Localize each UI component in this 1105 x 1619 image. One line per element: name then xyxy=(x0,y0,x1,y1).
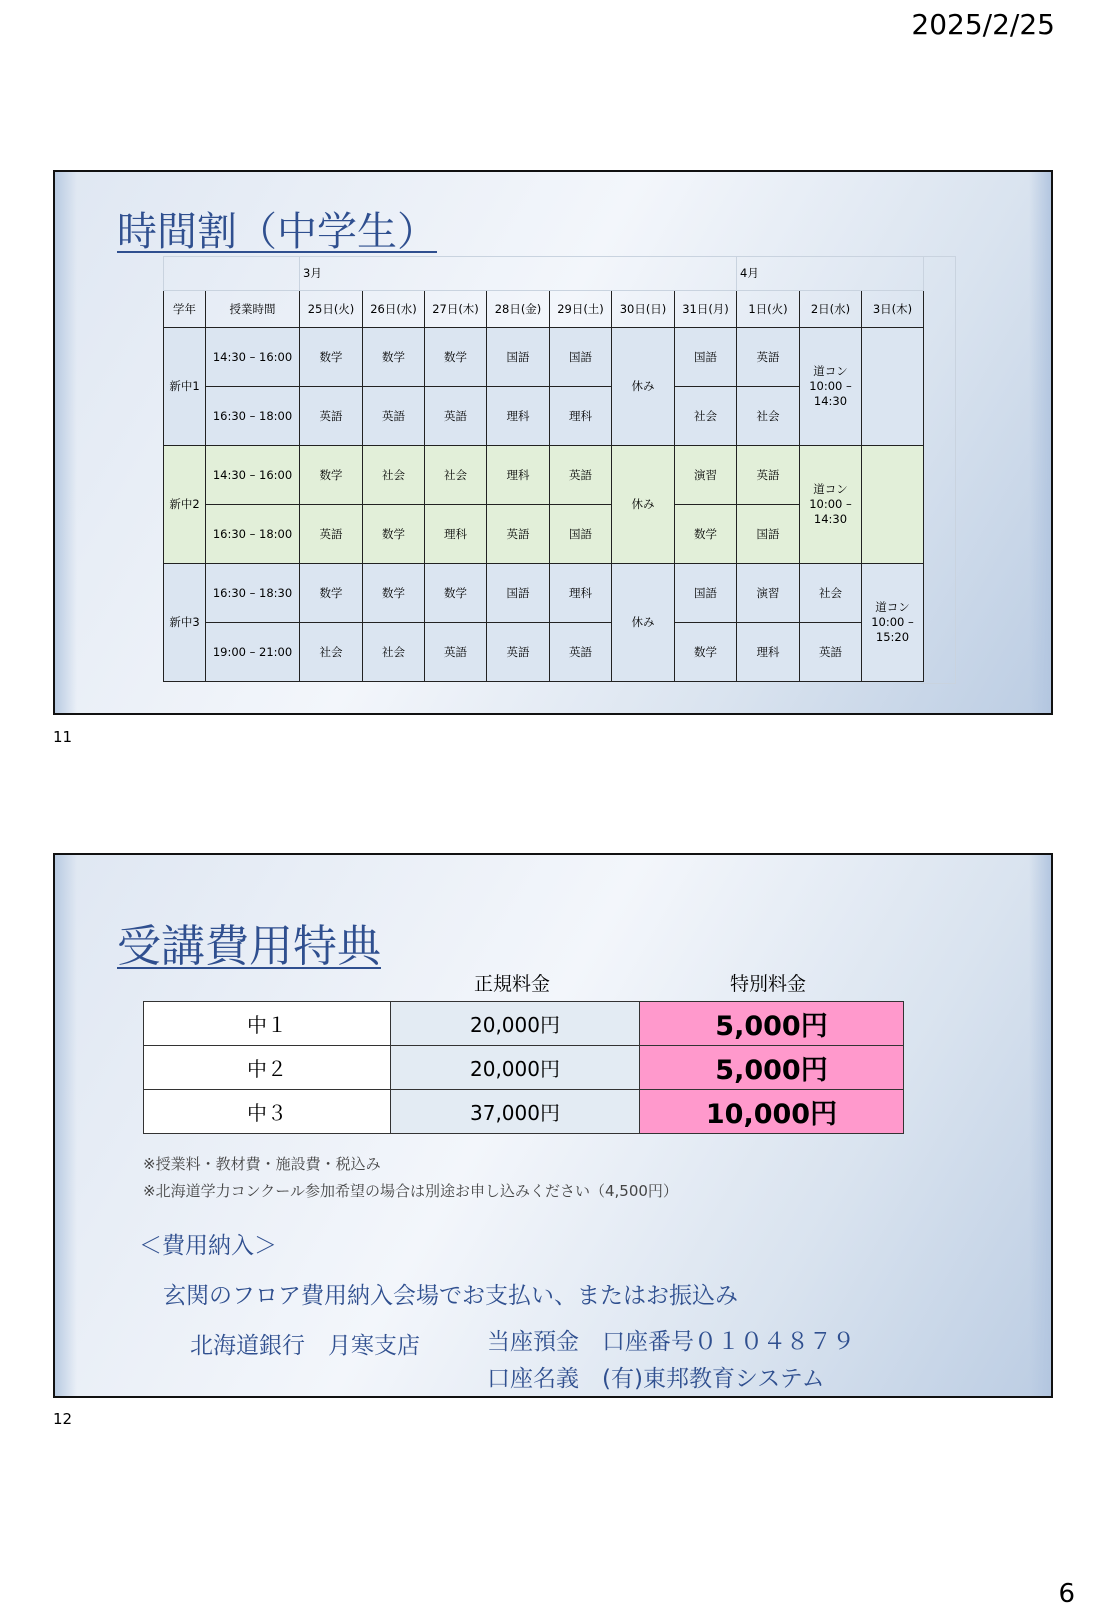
month-march: 3月 xyxy=(300,257,737,291)
page-number: 6 xyxy=(1058,1579,1075,1609)
slide-number: 12 xyxy=(53,1410,73,1428)
time-cell: 14:30 – 16:00 xyxy=(206,446,300,505)
grade-cell: 新中2 xyxy=(164,446,206,564)
special-fee: 10,000円 xyxy=(640,1090,904,1134)
subject-cell: 数学 xyxy=(363,505,425,564)
subject-cell: 数学 xyxy=(300,446,363,505)
empty-cell xyxy=(862,446,924,564)
holiday-cell: 休み xyxy=(612,564,675,682)
table-row xyxy=(144,1046,904,1090)
subject-cell: 数学 xyxy=(300,328,363,387)
subject-cell: 数学 xyxy=(300,564,363,623)
payment-heading: ＜費用納入＞ xyxy=(139,1233,277,1259)
grade-cell: 新中3 xyxy=(164,564,206,682)
subject-cell: 理科 xyxy=(487,387,550,446)
holiday-cell: 休み xyxy=(612,328,675,446)
special-fee: 5,000円 xyxy=(640,1002,904,1046)
subject-cell: 英語 xyxy=(300,505,363,564)
subject-cell: 理科 xyxy=(550,387,612,446)
ghost-grid xyxy=(921,256,956,684)
slide-title: 時間割（中学生） xyxy=(117,209,437,255)
account-number: 当座預金 口座番号０１０４８７９ xyxy=(487,1329,855,1355)
time-cell: 16:30 – 18:00 xyxy=(206,505,300,564)
grade-cell: 中２ xyxy=(144,1046,391,1090)
subject-cell: 社会 xyxy=(363,446,425,505)
header-cell: 2日(水) xyxy=(800,291,862,328)
subject-cell: 国語 xyxy=(737,505,800,564)
subject-cell: 数学 xyxy=(675,623,737,682)
fee-table xyxy=(143,1001,904,1134)
subject-cell: 理科 xyxy=(487,446,550,505)
holiday-cell: 休み xyxy=(612,446,675,564)
subject-cell: 数学 xyxy=(425,328,487,387)
table-row xyxy=(144,1002,904,1046)
subject-cell: 数学 xyxy=(425,564,487,623)
header-cell: 26日(水) xyxy=(363,291,425,328)
subject-cell: 国語 xyxy=(487,564,550,623)
subject-cell: 社会 xyxy=(425,446,487,505)
table-row xyxy=(144,1090,904,1134)
header-date: 2025/2/25 xyxy=(911,8,1055,41)
header-cell: 1日(火) xyxy=(737,291,800,328)
subject-cell: 社会 xyxy=(363,623,425,682)
header-cell: 30日(日) xyxy=(612,291,675,328)
subject-cell: 理科 xyxy=(550,564,612,623)
grade-cell: 中３ xyxy=(144,1090,391,1134)
subject-cell: 英語 xyxy=(737,328,800,387)
bank-name: 北海道銀行 月寒支店 xyxy=(190,1333,420,1359)
subject-cell: 数学 xyxy=(363,328,425,387)
col-header-special: 特別料金 xyxy=(730,973,807,995)
special-cell: 道コン 10:00 – 15:20 xyxy=(862,564,924,682)
payment-text: 玄関のフロア費用納入会場でお支払い、またはお振込み xyxy=(163,1283,738,1309)
subject-cell: 英語 xyxy=(487,505,550,564)
slide-12 xyxy=(53,853,1053,1398)
time-cell: 16:30 – 18:00 xyxy=(206,387,300,446)
subject-cell: 国語 xyxy=(487,328,550,387)
subject-cell: 社会 xyxy=(675,387,737,446)
regular-fee: 20,000円 xyxy=(391,1002,640,1046)
header-cell: 25日(火) xyxy=(300,291,363,328)
slide-number: 11 xyxy=(53,728,73,746)
header-cell: 3日(木) xyxy=(862,291,924,328)
time-cell: 16:30 – 18:30 xyxy=(206,564,300,623)
subject-cell: 英語 xyxy=(300,387,363,446)
subject-cell: 英語 xyxy=(487,623,550,682)
account-holder: 口座名義 (有)東邦教育システム xyxy=(487,1366,825,1392)
subject-cell: 数学 xyxy=(675,505,737,564)
special-cell: 道コン 10:00 – 14:30 xyxy=(800,328,862,446)
header-cell: 授業時間 xyxy=(206,291,300,328)
subject-cell: 社会 xyxy=(800,564,862,623)
subject-cell: 国語 xyxy=(550,505,612,564)
time-cell: 19:00 – 21:00 xyxy=(206,623,300,682)
subject-cell: 英語 xyxy=(425,387,487,446)
subject-cell: 理科 xyxy=(737,623,800,682)
slide-11 xyxy=(53,170,1053,715)
subject-cell: 英語 xyxy=(550,623,612,682)
subject-cell: 国語 xyxy=(550,328,612,387)
subject-cell: 社会 xyxy=(737,387,800,446)
grade-cell: 中１ xyxy=(144,1002,391,1046)
empty-cell xyxy=(862,328,924,446)
header-cell: 29日(土) xyxy=(550,291,612,328)
subject-cell: 社会 xyxy=(300,623,363,682)
grade-cell: 新中1 xyxy=(164,328,206,446)
special-fee: 5,000円 xyxy=(640,1046,904,1090)
subject-cell: 国語 xyxy=(675,328,737,387)
subject-cell: 数学 xyxy=(363,564,425,623)
subject-cell: 英語 xyxy=(800,623,862,682)
regular-fee: 37,000円 xyxy=(391,1090,640,1134)
special-cell: 道コン 10:00 – 14:30 xyxy=(800,446,862,564)
slide-title: 受講費用特典 xyxy=(117,921,381,972)
month-april: 4月 xyxy=(737,257,924,291)
month-blank xyxy=(164,257,300,291)
subject-cell: 理科 xyxy=(425,505,487,564)
col-header-regular: 正規料金 xyxy=(474,973,551,995)
timetable xyxy=(163,256,924,682)
header-cell: 31日(月) xyxy=(675,291,737,328)
time-cell: 14:30 – 16:00 xyxy=(206,328,300,387)
fee-note: ※北海道学力コンクール参加希望の場合は別途お申し込みください（4,500円） xyxy=(143,1182,678,1200)
regular-fee: 20,000円 xyxy=(391,1046,640,1090)
subject-cell: 英語 xyxy=(550,446,612,505)
subject-cell: 演習 xyxy=(737,564,800,623)
header-cell: 学年 xyxy=(164,291,206,328)
subject-cell: 演習 xyxy=(675,446,737,505)
header-cell: 27日(木) xyxy=(425,291,487,328)
subject-cell: 英語 xyxy=(737,446,800,505)
header-cell: 28日(金) xyxy=(487,291,550,328)
fee-note: ※授業料・教材費・施設費・税込み xyxy=(143,1155,381,1173)
subject-cell: 国語 xyxy=(675,564,737,623)
subject-cell: 英語 xyxy=(363,387,425,446)
subject-cell: 英語 xyxy=(425,623,487,682)
